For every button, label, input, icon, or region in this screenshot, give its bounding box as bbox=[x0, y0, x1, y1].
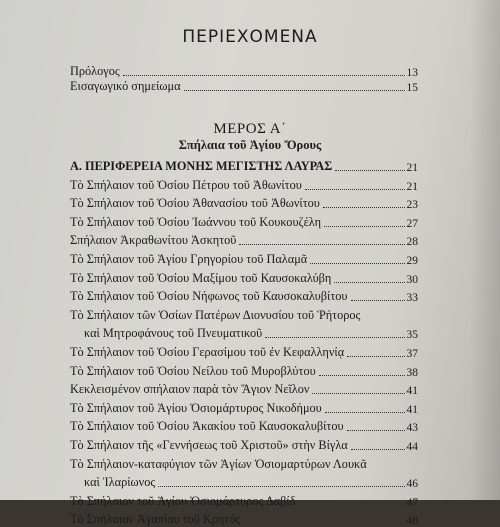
toc-entry bbox=[70, 178, 418, 193]
toc-entry bbox=[70, 345, 418, 360]
entry-page: 21 bbox=[406, 162, 418, 174]
dot-leader bbox=[243, 523, 404, 524]
toc-entry bbox=[70, 419, 418, 434]
entry-text: Τὸ Σπήλαιον τοῦ Ὁσίου Ἀθανασίου τοῦ Ἀθωνίτου bbox=[70, 196, 320, 211]
toc-entry bbox=[70, 364, 418, 379]
toc-entry bbox=[70, 289, 418, 304]
toc-entry bbox=[70, 215, 418, 230]
entry-page: 13 bbox=[406, 67, 418, 79]
entry-text: Τὸ Σπήλαιον τοῦ Ὁσίου Νείλου τοῦ Μυροβλύτου bbox=[70, 363, 316, 378]
entry-page: 44 bbox=[406, 441, 418, 453]
entry-text: Α. ΠΕΡΙΦΕΡΕΙΑ ΜΟΝΗΣ ΜΕΓΙΣΤΗΣ ΛΑΥΡΑΣ bbox=[70, 159, 333, 173]
entry-text: Τὸ Σπήλαιον τοῦ Ὁσίου Μαξίμου τοῦ Καυσοκαλύβη bbox=[70, 270, 332, 285]
toc-entry bbox=[70, 401, 418, 416]
dot-leader bbox=[351, 300, 405, 301]
toc-entry-introduction bbox=[70, 79, 418, 94]
entry-text: Τὸ Σπήλαιον τοῦ Ἁγίου Ὁσιομάρτυρος Δαβίδ bbox=[70, 493, 296, 508]
toc-entry bbox=[70, 512, 418, 527]
entry-page: 21 bbox=[406, 180, 418, 193]
dot-leader bbox=[319, 375, 405, 376]
entry-text: Τὸ Σπήλαιον τοῦ Ὁσίου Ἀκακίου τοῦ Καυσοκαλυβίτου bbox=[70, 419, 344, 434]
entry-page: 41 bbox=[406, 385, 418, 398]
toc-entry bbox=[70, 252, 418, 267]
toc-entry bbox=[70, 271, 418, 286]
entry-text: Τὸ Σπήλαιον τῆς «Γεννήσεως τοῦ Χριστοῦ» στὴν Βίγλα bbox=[70, 438, 348, 452]
dot-leader bbox=[351, 449, 405, 450]
toc-entry bbox=[70, 233, 418, 248]
entry-page: 23 bbox=[406, 199, 418, 212]
entry-page: 47 bbox=[406, 496, 418, 509]
dot-leader bbox=[325, 412, 405, 413]
entry-text: Εισαγωγικό σημείωμα bbox=[70, 79, 181, 93]
entry-text: Τὸ Σπήλαιον τοῦ Ὁσίου Πέτρου τοῦ Ἀθωνίτου bbox=[70, 177, 302, 192]
entry-text: Πρόλογος bbox=[70, 64, 120, 78]
dot-leader bbox=[184, 90, 405, 91]
part-subtitle: Σπήλαια τοῦ Ἁγίου Ὄρους bbox=[178, 138, 322, 152]
dot-leader bbox=[310, 263, 404, 264]
entry-text: Σπήλαιον Ἀκραθωνίτου Ἀσκητοῦ bbox=[70, 233, 237, 248]
toc-entry bbox=[70, 196, 418, 211]
dot-leader bbox=[239, 244, 404, 245]
entry-text: καὶ Ἰλαρίωνος bbox=[84, 475, 156, 490]
entry-text: Τὸ Σπήλαιον τοῦ Ὁσίου Γερασίμου τοῦ ἐν Κεφαλληνίᾳ bbox=[70, 345, 345, 359]
toc-section-heading bbox=[70, 159, 418, 174]
page-curve-shadow bbox=[470, 0, 500, 500]
entry-page: 27 bbox=[406, 217, 418, 230]
part-title: ΜΕΡΟΣ Α΄ bbox=[213, 121, 287, 137]
entry-text: Τὸ Σπήλαιον τοῦ Ἁγίου Γρηγορίου τοῦ Παλαμᾶ bbox=[70, 252, 308, 266]
dot-leader bbox=[347, 430, 405, 431]
entry-page: 41 bbox=[406, 403, 418, 416]
entry-page: 37 bbox=[406, 348, 418, 360]
entry-page: 15 bbox=[406, 82, 418, 94]
entry-page: 30 bbox=[406, 273, 418, 286]
toc-entry-line: Τὸ Σπήλαιον τῶν Ὁσίων Πατέρων Διονυσίου τοῦ Ῥήτορος bbox=[70, 307, 361, 322]
entry-page: 35 bbox=[406, 329, 418, 342]
entry-text: Τὸ Σπήλαιον τοῦ Ὁσίου Ἰωάννου τοῦ Κουκουζέλη bbox=[70, 214, 322, 229]
entry-page: 29 bbox=[406, 255, 418, 267]
dot-leader bbox=[265, 337, 404, 338]
toc-entry bbox=[84, 475, 418, 490]
dot-leader bbox=[347, 356, 404, 357]
entry-text: Τὸ Σπήλαιον τοῦ Ὁσίου Νήφωνος τοῦ Καυσοκαλυβίτου bbox=[70, 289, 348, 304]
entry-text: Κεκλεισμένον σπήλαιον παρὰ τὸν Ἅγιον Νεῖλον bbox=[70, 382, 310, 397]
toc-entry bbox=[70, 438, 418, 453]
toc-entry bbox=[84, 326, 418, 341]
toc-title: ΠΕΡΙΕΧΟΜΕΝΑ bbox=[182, 27, 318, 47]
toc-entry bbox=[70, 382, 418, 397]
entry-text: Τὸ Σπήλαιον Ἀγαπίου τοῦ Κρητός bbox=[70, 512, 241, 527]
dot-leader bbox=[334, 282, 404, 283]
entry-page: 38 bbox=[406, 366, 418, 379]
entry-text: Τὸ Σπήλαιον τοῦ Ἁγίου Ὁσιομάρτυρος Νικοδήμου bbox=[70, 400, 322, 415]
dot-leader bbox=[305, 189, 405, 190]
entry-page: 46 bbox=[406, 478, 418, 491]
entry-page: 48 bbox=[406, 515, 418, 527]
entry-page: 43 bbox=[406, 422, 418, 435]
dot-leader bbox=[299, 505, 405, 506]
dot-leader bbox=[335, 170, 404, 171]
dot-leader bbox=[323, 207, 405, 208]
entry-page: 28 bbox=[406, 236, 418, 249]
entry-text: καὶ Μητροφάνους τοῦ Πνευματικοῦ bbox=[84, 326, 263, 341]
toc-entry-line: Τὸ Σπήλαιον-καταφύγιον τῶν Ἁγίων Ὁσιομαρτύρων Λουκᾶ bbox=[70, 456, 367, 471]
toc-entry-prologue bbox=[70, 64, 418, 79]
toc-entry bbox=[70, 494, 418, 509]
entry-page: 33 bbox=[406, 292, 418, 305]
dot-leader bbox=[123, 75, 405, 76]
dot-leader bbox=[324, 226, 404, 227]
dot-leader bbox=[158, 486, 404, 487]
dot-leader bbox=[312, 393, 404, 394]
